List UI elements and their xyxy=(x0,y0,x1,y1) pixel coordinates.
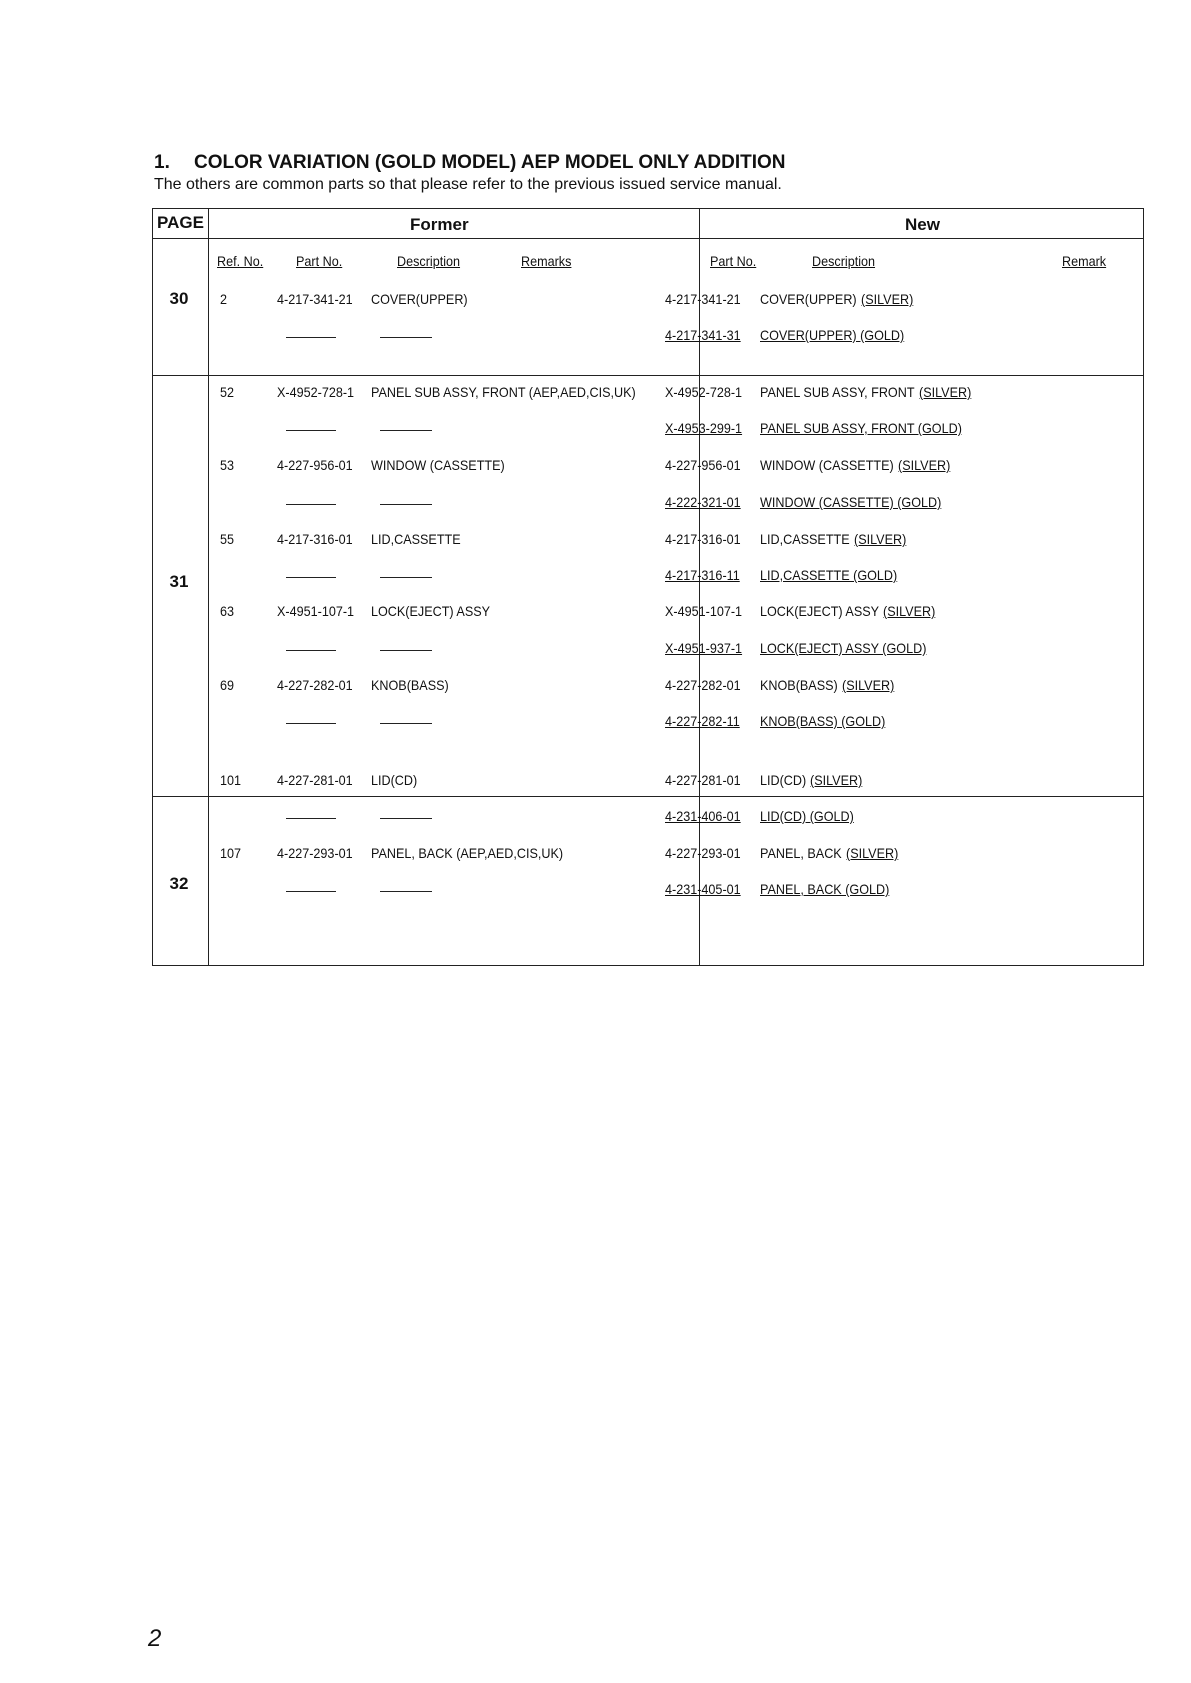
section-number: 1. xyxy=(154,152,170,173)
new-part-no-cell: 4-227-293-01 xyxy=(665,845,741,861)
new-color-note-cell: (SILVER) xyxy=(853,531,906,547)
former-description-subheader: Description xyxy=(397,253,461,269)
not-applicable-dash xyxy=(380,577,432,578)
page-number-31: 31 xyxy=(169,572,189,591)
former-part-no-cell: X-4952-728-1 xyxy=(277,384,355,400)
new-description-subheader: Description xyxy=(812,253,876,269)
former-description-cell: PANEL, BACK (AEP,AED,CIS,UK) xyxy=(371,845,564,861)
not-applicable-dash xyxy=(380,723,432,724)
not-applicable-dash xyxy=(286,504,336,505)
new-color-note-cell: (SILVER) xyxy=(841,677,895,693)
new-description-cell: LID,CASSETTE (GOLD) xyxy=(760,567,898,583)
not-applicable-dash xyxy=(286,430,336,431)
not-applicable-dash xyxy=(380,818,432,819)
new-description-cell: PANEL, BACK (GOLD) xyxy=(760,881,890,897)
former-description-cell: LOCK(EJECT) ASSY xyxy=(371,603,491,619)
ref-no-cell: 69 xyxy=(220,677,235,693)
not-applicable-dash xyxy=(286,818,336,819)
not-applicable-dash xyxy=(286,650,336,651)
former-description-cell: WINDOW (CASSETTE) xyxy=(371,457,505,473)
new-description-cell: LOCK(EJECT) ASSY (GOLD) xyxy=(760,640,927,656)
former-description-cell: KNOB(BASS) xyxy=(371,677,449,693)
former-part-no-cell: 4-217-316-01 xyxy=(277,531,353,547)
page-number: 2 xyxy=(148,1625,162,1652)
header-divider xyxy=(153,238,1143,239)
new-description-cell: PANEL, BACK xyxy=(760,845,842,861)
not-applicable-dash xyxy=(380,430,432,431)
ref-no-cell: 52 xyxy=(220,384,235,400)
new-description-cell: LID,CASSETTE xyxy=(760,531,850,547)
new-description-cell: LID(CD) xyxy=(760,772,807,788)
new-part-no-cell: X-4953-299-1 xyxy=(665,420,743,436)
section-title: COLOR VARIATION (GOLD MODEL) AEP MODEL ONLY ADDITION xyxy=(194,152,786,173)
not-applicable-dash xyxy=(286,577,336,578)
new-part-no-cell: 4-217-341-21 xyxy=(665,291,741,307)
new-description-cell: PANEL SUB ASSY, FRONT xyxy=(760,384,915,400)
former-part-no-subheader: Part No. xyxy=(296,253,343,269)
parts-table xyxy=(152,208,1144,966)
ref-no-cell: 2 xyxy=(220,291,228,307)
new-part-no-cell: 4-231-405-01 xyxy=(665,881,741,897)
new-description-cell: KNOB(BASS) xyxy=(760,677,838,693)
new-part-no-cell: X-4952-728-1 xyxy=(665,384,743,400)
new-remark-subheader: Remark xyxy=(1062,253,1107,269)
new-description-cell: LOCK(EJECT) ASSY xyxy=(760,603,880,619)
ref-no-cell: 53 xyxy=(220,457,235,473)
not-applicable-dash xyxy=(380,504,432,505)
former-description-cell: PANEL SUB ASSY, FRONT (AEP,AED,CIS,UK) xyxy=(371,384,636,400)
not-applicable-dash xyxy=(286,723,336,724)
new-description-cell: KNOB(BASS) (GOLD) xyxy=(760,713,886,729)
not-applicable-dash xyxy=(286,891,336,892)
new-part-no-cell: 4-222-321-01 xyxy=(665,494,741,510)
new-part-no-subheader: Part No. xyxy=(710,253,757,269)
former-part-no-cell: 4-227-293-01 xyxy=(277,845,353,861)
not-applicable-dash xyxy=(380,891,432,892)
new-part-no-cell: 4-217-341-31 xyxy=(665,327,741,343)
new-part-no-cell: 4-217-316-01 xyxy=(665,531,741,547)
new-part-no-cell: 4-227-281-01 xyxy=(665,772,741,788)
ref-no-cell: 55 xyxy=(220,531,235,547)
ref-no-cell: 101 xyxy=(220,772,242,788)
new-description-cell: COVER(UPPER) xyxy=(760,291,857,307)
new-part-no-cell: 4-231-406-01 xyxy=(665,808,741,824)
not-applicable-dash xyxy=(380,650,432,651)
former-part-no-cell: 4-227-956-01 xyxy=(277,457,353,473)
not-applicable-dash xyxy=(286,337,336,338)
page-column-header: PAGE xyxy=(157,213,204,232)
new-column-header: New xyxy=(905,215,940,234)
new-color-note-cell: (SILVER) xyxy=(845,845,898,861)
new-description-cell: COVER(UPPER) (GOLD) xyxy=(760,327,905,343)
new-part-no-cell: 4-227-956-01 xyxy=(665,457,741,473)
section-intro: The others are common parts so that please refer to the previous issued service manual. xyxy=(154,176,782,193)
new-part-no-cell: X-4951-937-1 xyxy=(665,640,743,656)
new-description-cell: WINDOW (CASSETTE) xyxy=(760,457,894,473)
new-color-note-cell: (SILVER) xyxy=(810,772,863,788)
former-part-no-cell: 4-227-281-01 xyxy=(277,772,353,788)
new-description-cell: PANEL SUB ASSY, FRONT (GOLD) xyxy=(760,420,962,436)
group-divider xyxy=(153,796,1143,797)
former-part-no-cell: 4-217-341-21 xyxy=(277,291,353,307)
page-number-30: 30 xyxy=(169,289,189,308)
former-description-cell: LID,CASSETTE xyxy=(371,531,461,547)
ref-no-cell: 63 xyxy=(220,603,235,619)
new-description-cell: LID(CD) (GOLD) xyxy=(760,808,854,824)
not-applicable-dash xyxy=(380,337,432,338)
group-divider xyxy=(153,375,1143,376)
new-part-no-cell: 4-217-316-11 xyxy=(665,567,740,583)
page-column-divider xyxy=(208,209,209,965)
former-description-cell: COVER(UPPER) xyxy=(371,291,468,307)
new-color-note-cell: (SILVER) xyxy=(883,603,936,619)
new-color-note-cell: (SILVER) xyxy=(897,457,950,473)
page-number-32: 32 xyxy=(169,874,189,893)
section-heading xyxy=(154,152,785,174)
new-description-cell: WINDOW (CASSETTE) (GOLD) xyxy=(760,494,942,510)
new-color-note-cell: (SILVER) xyxy=(918,384,971,400)
new-part-no-cell: X-4951-107-1 xyxy=(665,603,743,619)
new-part-no-cell: 4-227-282-11 xyxy=(665,713,740,729)
former-description-cell: LID(CD) xyxy=(371,772,418,788)
former-part-no-cell: X-4951-107-1 xyxy=(277,603,355,619)
former-part-no-cell: 4-227-282-01 xyxy=(277,677,353,693)
remarks-subheader: Remarks xyxy=(521,253,572,269)
former-column-header: Former xyxy=(410,215,469,234)
ref-no-cell: 107 xyxy=(220,845,242,861)
ref-no-subheader: Ref. No. xyxy=(217,253,264,269)
new-color-note-cell: (SILVER) xyxy=(860,291,913,307)
new-part-no-cell: 4-227-282-01 xyxy=(665,677,741,693)
